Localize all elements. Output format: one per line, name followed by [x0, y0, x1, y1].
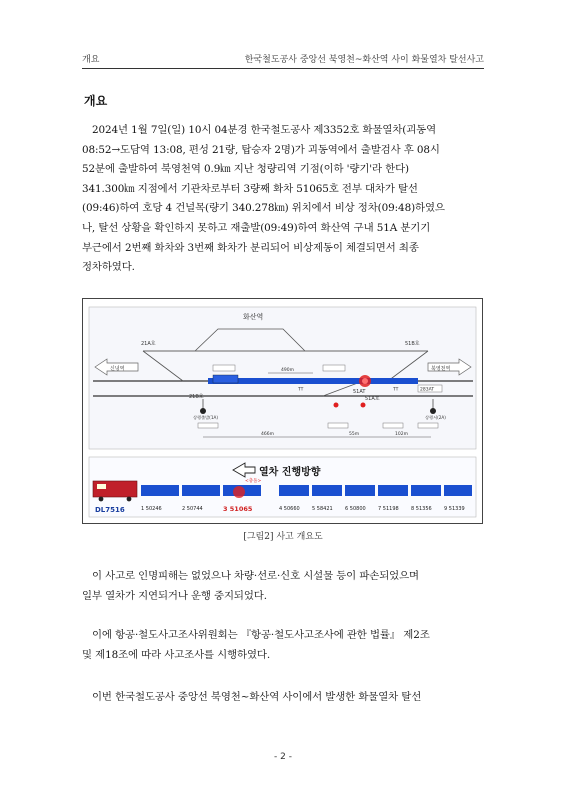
text-line: 부근에서 2번째 화차와 3번째 화차가 분리되어 비상제동이 체결되면서 최종 [82, 241, 419, 254]
text-line: 2024년 1월 7일(일) 10시 04분경 한국철도공사 제3352호 화물열차(괴동역 [92, 124, 437, 136]
wagon-6 [345, 485, 375, 496]
signal-left-label: 상행출발(1A) [193, 415, 218, 420]
paragraph-investigation [82, 626, 482, 665]
header-right: 한국철도공사 중앙선 북영천~화산역 사이 화물열차 탈선사고 [244, 55, 484, 65]
signal-left-icon [200, 408, 206, 414]
derail-mark-icon [233, 486, 245, 498]
derail-core [362, 378, 368, 384]
accident-diagram [82, 298, 483, 524]
text-line: 08:52→도담역 13:08, 편성 21량, 탑승자 2명)가 괴동역에서 출발검사 후 08시 [82, 143, 440, 156]
wagon-8 [411, 485, 441, 496]
figure-caption: [그림2] 사고 개요도 [243, 532, 323, 542]
wagon-2 [182, 485, 220, 496]
station-label: 화산역 [243, 313, 264, 321]
wheel [127, 497, 132, 502]
loco-window [97, 484, 106, 489]
switch-51a-label: 51A호 [365, 396, 380, 402]
circuit-box [328, 423, 348, 428]
text-line: 341.300㎞ 지점에서 기관차로부터 3량째 화차 51065호 전부 대차가 탈선 [82, 182, 418, 195]
circuit-box [323, 365, 345, 371]
signal-red-icon [334, 403, 339, 408]
paragraph-summary [82, 688, 482, 708]
section-title: 개요 [84, 94, 108, 108]
dir-left-label: 신녕역 [110, 366, 125, 372]
circuit-box [213, 365, 235, 371]
tt1-label: TT [298, 387, 304, 393]
signal-red-icon [361, 403, 366, 408]
track-283at-label: 283AT [420, 387, 435, 393]
dist-490-label: 490m [281, 368, 294, 373]
text-line: 52분에 출발하여 북영천역 0.9㎞ 지난 청량리역 기점(이하 '량기'라 한다) [82, 163, 410, 176]
dist-55-label: 55m [349, 432, 360, 437]
dist-102-label: 102m [395, 432, 408, 437]
wagon-7 [378, 485, 408, 496]
text-line: (09:46)하여 호당 4 건널목(량기 340.278㎞) 위치에서 비상 정차(09:48)하였으 [82, 202, 445, 215]
text-line: 이에 항공·철도사고조사위원회는 『항공·철도사고조사에 관한 법률』 제2조 [92, 629, 430, 641]
paragraph-damage [82, 567, 482, 606]
diagram-svg [83, 299, 482, 523]
running-header [82, 50, 484, 69]
header-left: 개요 [82, 55, 100, 65]
wagon-4 [279, 485, 309, 496]
switch-21a-label: 21A호 [141, 341, 156, 347]
switch-21b-label: 21B호 [189, 394, 204, 400]
text-line: 및 제18조에 따라 사고조사를 시행하였다. [82, 648, 271, 661]
car-label: 4 50660 [279, 506, 300, 512]
text-line: 이 사고로 인명피해는 없었으나 차량·선로·신호 시설물 등이 파손되었으며 [92, 570, 419, 582]
signal-right-label: 상행서(2A) [425, 415, 446, 420]
paragraph-overview [82, 121, 482, 278]
loco-label: DL7516 [95, 506, 125, 514]
text-line: 일부 열차가 지연되거나 운행 중지되었다. [82, 589, 267, 602]
direction-banner: 열차 진행방향 [259, 467, 321, 478]
wagon-9 [444, 485, 472, 496]
text-line: 나, 탈선 상황을 확인하지 못하고 재출발(09:49)하여 화산역 구내 51A 분기기 [82, 221, 431, 234]
car-label: 7 51198 [378, 506, 399, 512]
loco-on-track [213, 375, 238, 383]
car-label: 6 50800 [345, 506, 366, 512]
wagon-1 [141, 485, 179, 496]
car-label: 5 58421 [312, 506, 333, 512]
derail-label: <충돌> [245, 479, 262, 484]
tt2-label: TT [393, 387, 399, 393]
car-label: 8 51356 [411, 506, 432, 512]
circuit-box [198, 423, 218, 428]
wheel [99, 497, 104, 502]
circuit-box [418, 423, 438, 428]
car-label-derailed: 3 51065 [223, 505, 253, 513]
car-label: 9 51339 [444, 506, 465, 512]
dir-right-label: 북영천역 [431, 366, 451, 372]
text-line: 정차하였다. [82, 261, 135, 274]
wagon-5 [312, 485, 342, 496]
switch-51at-label: 51AT [353, 389, 366, 395]
text-line: 이번 한국철도공사 중앙선 북영천~화산역 사이에서 발생한 화물열차 탈선 [92, 691, 422, 703]
page-number: - 2 - [274, 752, 292, 762]
car-label: 2 50744 [182, 506, 203, 512]
switch-51b-label: 51B호 [405, 341, 420, 347]
dist-466-label: 466m [261, 432, 274, 437]
signal-right-icon [430, 408, 436, 414]
car-label: 1 50246 [141, 506, 162, 512]
train-on-track [208, 378, 418, 384]
circuit-box [383, 423, 403, 428]
